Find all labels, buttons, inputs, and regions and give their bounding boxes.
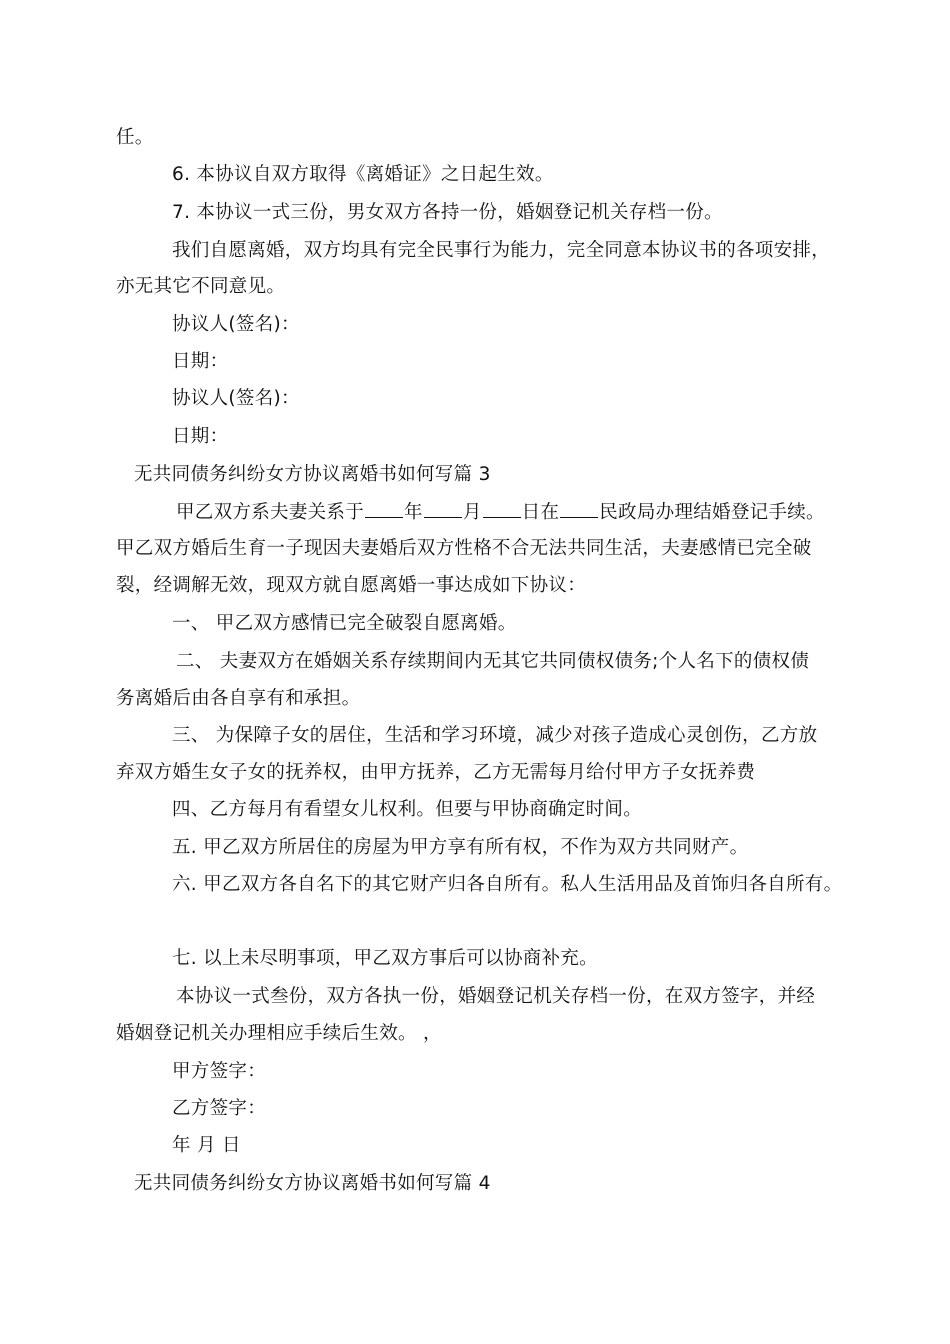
clause-2: 二、 夫妻双方在婚姻关系存续期间内无其它共同债权债务;个人名下的债权债	[176, 651, 810, 672]
section-heading: 无共同债务纠纷女方协议离婚书如何写篇 4	[134, 1173, 491, 1194]
clause-4: 四、乙方每月有看望女儿权利。但要与甲协商确定时间。	[172, 799, 643, 820]
text-line: 裂，经调解无效，现双方就自愿离婚一事达成如下协议：	[116, 575, 587, 596]
text-line: 婚姻登记机关办理相应手续后生效。 ，	[116, 1023, 442, 1044]
clause-6: 六. 甲乙双方各自名下的其它财产归各自所有。私人生活用品及首饰归各自所有。	[172, 874, 843, 895]
text-line: 任。	[116, 127, 154, 148]
clause-5: 五. 甲乙双方所居住的房屋为甲方享有所有权，不作为双方共同财产。	[172, 837, 749, 858]
blank-field	[424, 499, 462, 518]
text-line: 亦无其它不同意见。	[116, 276, 286, 297]
text-line: 我们自愿离婚，双方均具有完全民事行为能力，完全同意本协议书的各项安排，	[172, 240, 831, 261]
date-label: 日期：	[172, 351, 229, 372]
text-fragment: 甲乙双方系夫妻关系于	[176, 502, 365, 523]
text-line: 甲乙双方婚后生育一子现因夫妻婚后双方性格不合无法共同生活，夫妻感情已完全破	[116, 538, 812, 559]
clause-7: 7. 本协议一式三份，男女双方各持一份，婚姻登记机关存档一份。	[172, 202, 723, 223]
blank-field	[483, 499, 521, 518]
text-fragment: 年	[404, 502, 423, 523]
signature-label: 甲方签字：	[172, 1061, 267, 1082]
clause-7: 七. 以上未尽明事项，甲乙双方事后可以协商补充。	[172, 948, 598, 969]
text-line: 务离婚后由各自享有和承担。	[116, 688, 361, 709]
signature-label: 协议人(签名)：	[172, 314, 300, 335]
blank-field	[560, 499, 598, 518]
signature-label: 协议人(签名)：	[172, 388, 300, 409]
text-fragment: 民政局办理结婚登记手续。	[599, 502, 825, 523]
clause-1: 一、 甲乙双方感情已完全破裂自愿离婚。	[172, 613, 517, 634]
text-line	[176, 499, 825, 526]
section-heading: 无共同债务纠纷女方协议离婚书如何写篇 3	[134, 464, 491, 485]
date-label: 日期：	[172, 426, 229, 447]
text-line: 本协议一式叁份，双方各执一份，婚姻登记机关存档一份，在双方签字，并经	[176, 986, 816, 1007]
clause-3: 三、 为保障子女的居住，生活和学习环境，减少对孩子造成心灵创伤，乙方放	[172, 725, 818, 746]
clause-6: 6. 本协议自双方取得《离婚证》之日起生效。	[172, 164, 554, 185]
text-line: 弃双方婚生女子女的抚养权，由甲方抚养，乙方无需每月给付甲方子女抚养费	[116, 762, 756, 783]
blank-field	[365, 499, 403, 518]
text-fragment: 月	[462, 502, 482, 523]
date-label: 年 月 日	[172, 1135, 241, 1156]
signature-label: 乙方签字：	[172, 1098, 267, 1119]
text-fragment: 日在	[521, 502, 560, 523]
